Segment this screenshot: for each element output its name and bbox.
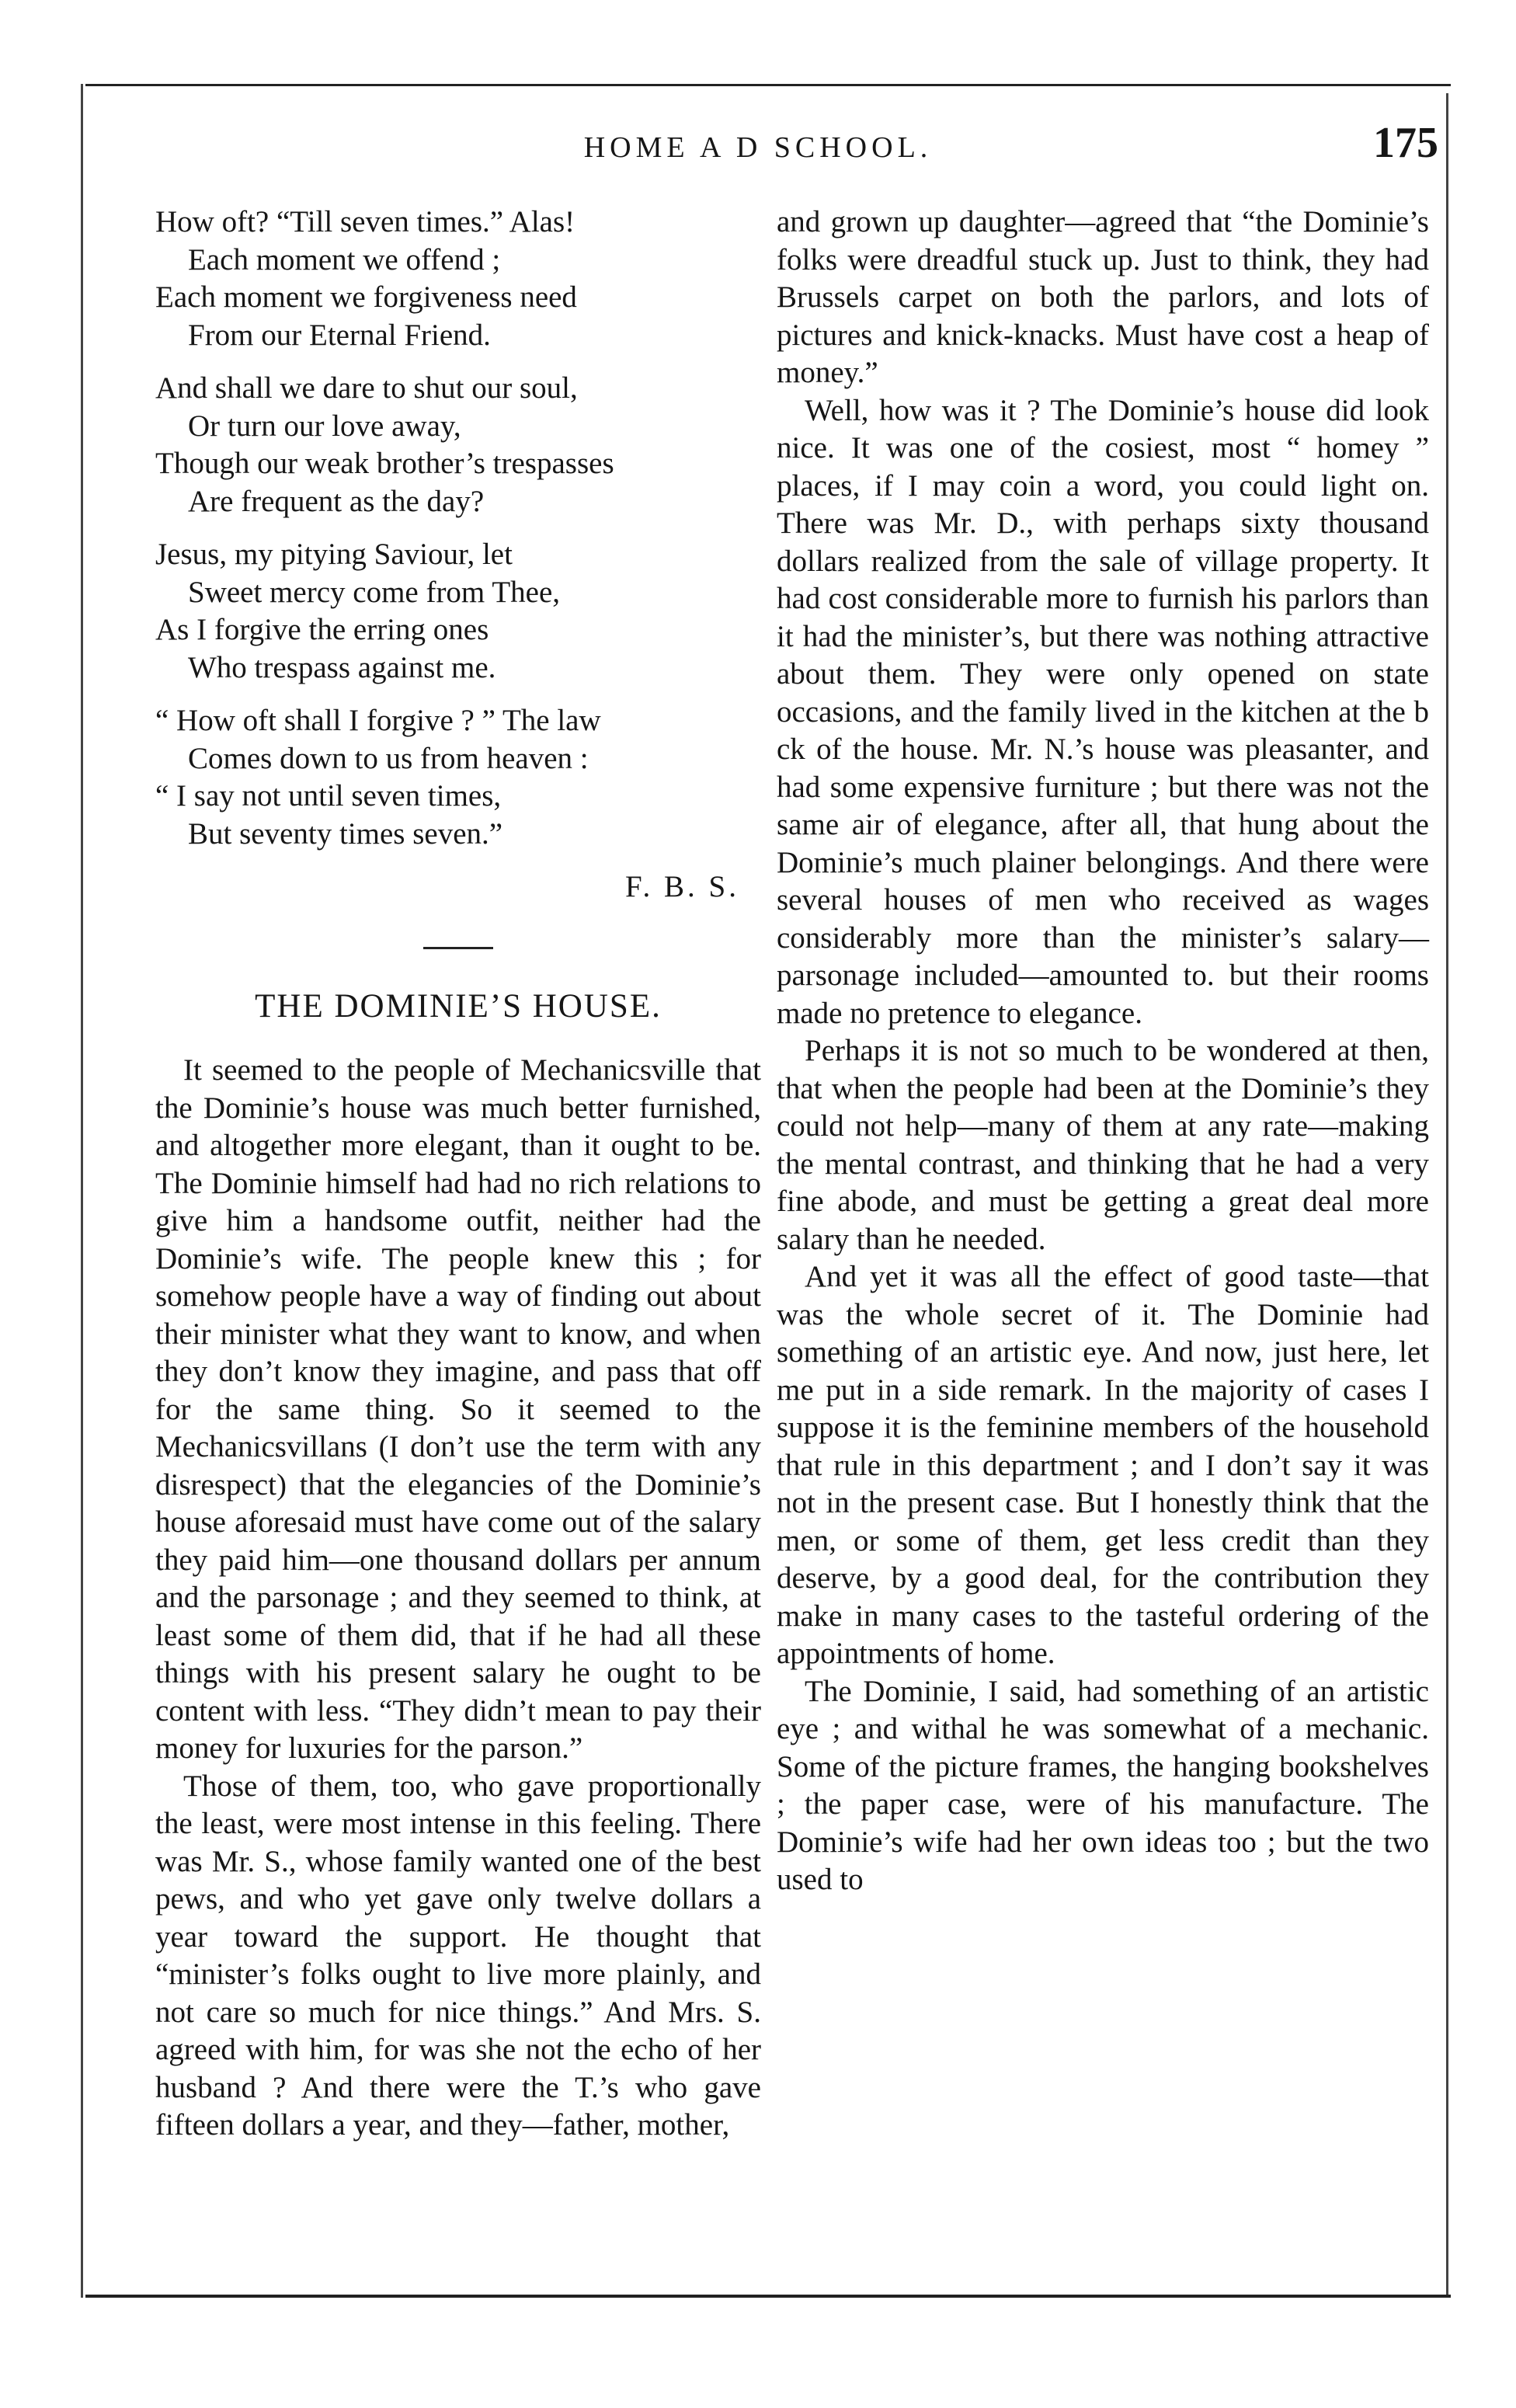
poem-line: How oft? “Till seven times.” Alas! [155,205,575,238]
poem-line: Each moment we forgiveness need [155,280,577,314]
bottom-rule [85,2295,1451,2298]
poem-line: “ I say not until seven times, [155,779,502,813]
poem-line: Each moment we offend ; [188,242,501,277]
poem-line: From our Eternal Friend. [188,318,491,352]
poem-signature: F. B. S. [624,870,739,903]
article-paragraph: and grown up daughter—agreed that “the Dominie’s folks were dreadful stuck up. Just to think, they had Brussels carpet on both the parlors, and lots of pictures and knick-knacks. Must have cost a heap of money.” [777,205,1429,389]
article-paragraph: The Dominie, I said, had something of an artistic eye ; and withal he was somewhat of a mechanic. Some of the picture frames, the hanging bookshelves ; the paper case, were of his manufacture. The Dominie’s wife had her own ideas too ; but the two used to [777,1674,1429,1896]
poem-line: Jesus, my pitying Saviour, let [155,538,513,571]
article-paragraph: Those of them, too, who gave proportionally the least, were most intense in this feeling. There was Mr. S., whose family wanted one of the best pews, and who yet gave only twelve dollars a year toward the support. He thought that “minister’s folks ought to live more plainly, and not care so much for nice things.” And Mrs. S. agreed with him, for was she not the echo of her husband ? And there were the T.’s who gave fifteen dollars a year, and they—father, mother, [155,1769,761,2142]
article-paragraph: It seemed to the people of Mechanicsville that the Dominie’s house was much better furnished, and altogether more elegant, than it ought to be. The Dominie himself had had no rich relations to give him a handsome outfit, neither had the Dominie’s wife. The people knew this ; for somehow people have a way of finding out about their minister what they want to know, and when they don’t know they imagine, and pass that off for the same thing. So it seemed to the Mechanicsvillans (I don’t use the term with any disrespect) that the elegancies of the Dominie’s house aforesaid must have come out of the salary they paid him—one thousand dollars per annum and the parsonage ; and they seemed to think, at least some of them did, that if he had all these things with his present salary he ought to be content with less. “They didn’t mean to pay their money for luxuries for the parson.” [155,1053,761,1765]
right-border [1446,93,1448,2295]
poem-stanza [155,204,761,354]
poem-stanza [155,536,761,687]
poem [155,204,761,906]
poem-line: As I forgive the erring ones [155,613,489,646]
poem-line: But seventy times seven.” [188,816,503,851]
section-divider [423,947,493,949]
left-border [81,84,83,2298]
poem-line: And shall we dare to shut our soul, [155,371,578,405]
poem-line: Though our weak brother’s trespasses [155,447,614,480]
poem-line: Are frequent as the day? [188,484,485,518]
poem-stanza [155,702,761,853]
poem-line: Sweet mercy come from Thee, [188,575,561,609]
left-column [155,204,761,2145]
page-number: 175 [1373,119,1438,167]
poem-line: Comes down to us from heaven : [188,741,589,775]
top-rule [85,84,1451,86]
right-column [777,204,1429,1899]
poem-line: “ How oft shall I forgive ? ” The law [155,704,601,737]
running-head: HOME A D SCHOOL. [583,131,933,164]
article-paragraph: And yet it was all the effect of good taste—that was the whole secret of it. The Dominie had something of an artistic eye. And now, just here, let me put in a side remark. In the majority of cases I suppose it is the feminine members of the household that rule in this department ; and I don’t say it was not in the present case. But I honestly think that the men, or some of them, get less credit than they deserve, by a good deal, for the contribution they make in many cases to the tasteful ordering of the appointments of home. [777,1260,1429,1670]
article-paragraph: Perhaps it is not so much to be wondered at then, that when the people had been at the Dominie’s they could not help—many of them at any rate—making the mental contrast, and thinking that he had a very fine abode, and must be getting a great deal more salary than he needed. [777,1034,1429,1256]
poem-line: Or turn our love away, [188,409,461,443]
poem-stanza [155,370,761,520]
article-paragraph: Well, how was it ? The Dominie’s house did look nice. It was one of the cosiest, most “ homey ” places, if I may coin a word, you could light on. There was Mr. D., with perhaps sixty thousand dollars realized from the sale of village property. It had cost considerable more to furnish his parlors than it had the minister’s, but there was nothing attractive about them. They were only opened on state occasions, and the family lived in the kitchen at the b ck of the house. Mr. N.’s house was pleasanter, and had some expensive furniture ; but there was not the same air of elegance, after all, that hung about the Dominie’s much plainer belongings. And there were several houses of men who received as wages considerably more than the minister’s salary—parsonage included—amounted to. but their rooms made no pretence to elegance. [777,393,1429,1030]
article-title: THE DOMINIE’S HOUSE. [255,987,662,1025]
poem-line: Who trespass against me. [188,650,496,684]
